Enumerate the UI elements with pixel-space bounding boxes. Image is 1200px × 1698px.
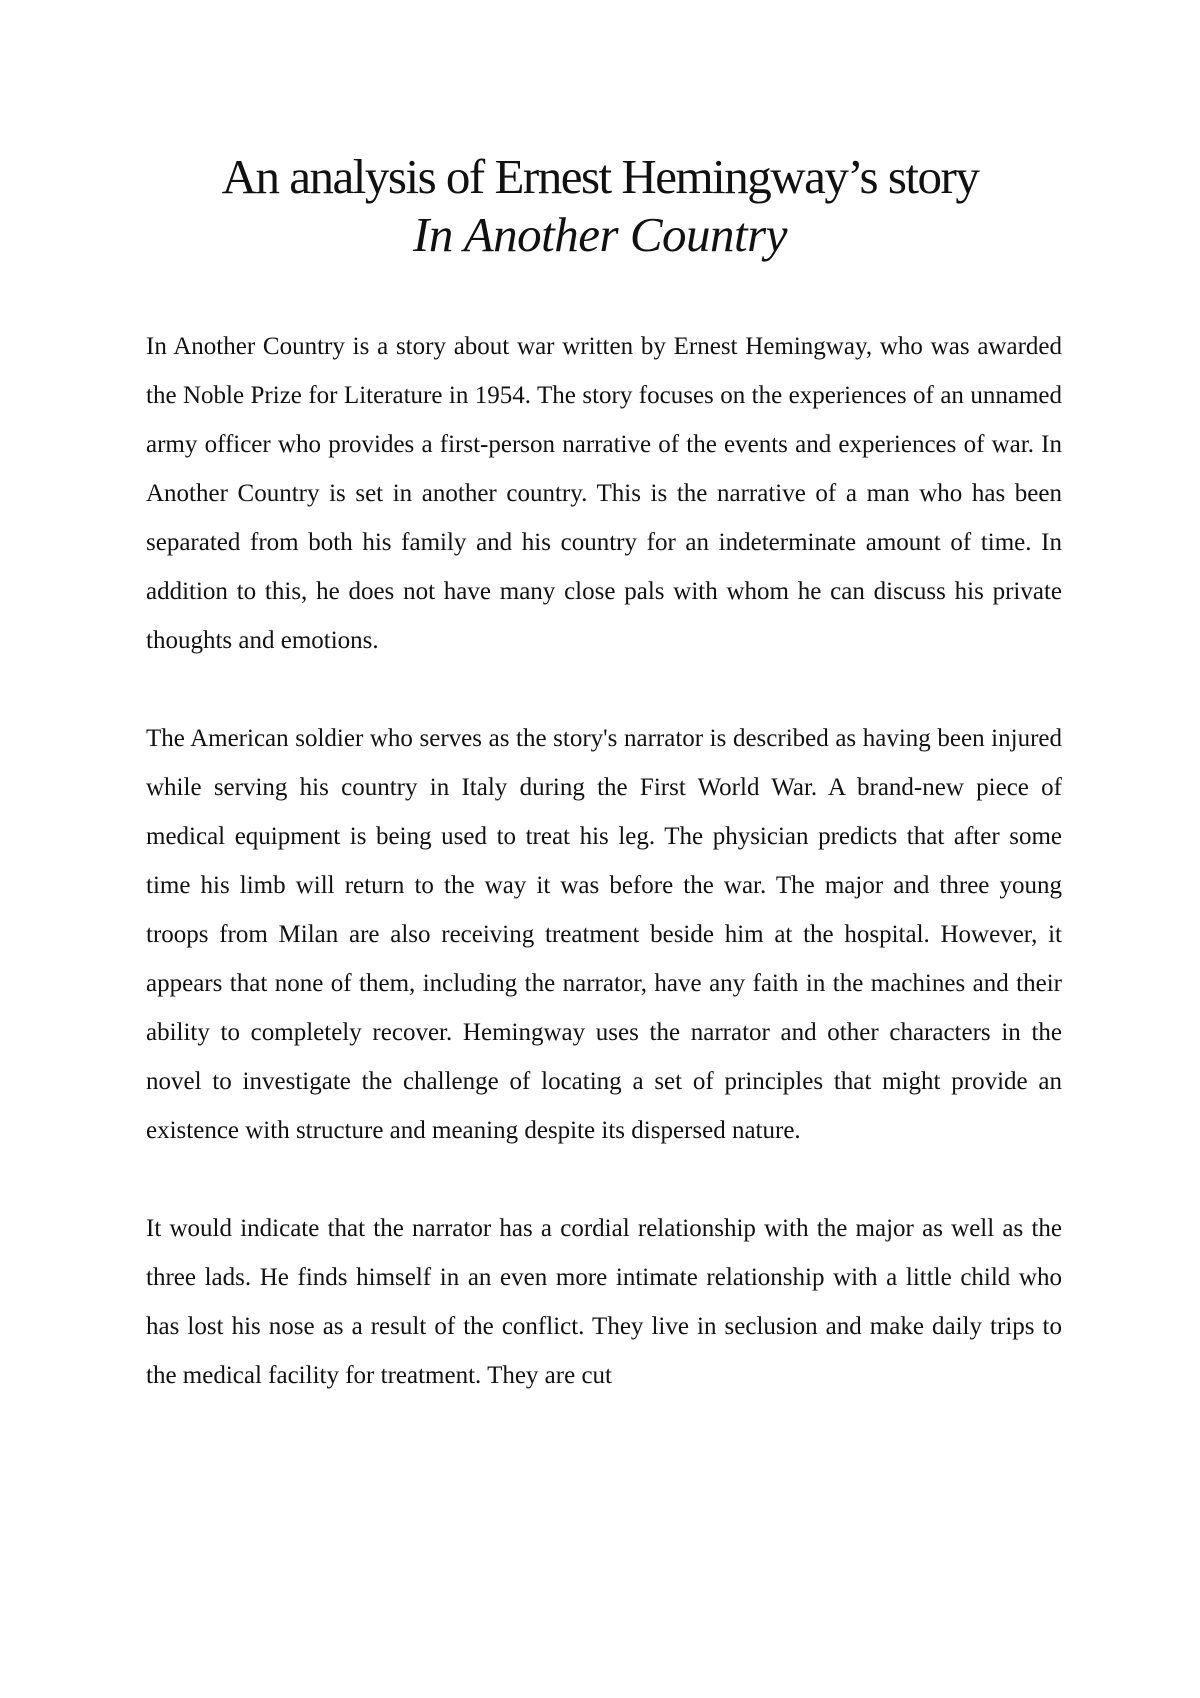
title-line-2: In Another Country	[413, 207, 787, 262]
paragraph-2: The American soldier who serves as the story's narrator is described as having been injured while serving his country in Italy during the First World War. A brand-new piece of medical equipment is being used to treat his leg. The physician predicts that after some time his limb will return to the way it was before the war. The major and three young troops from Milan are also receiving treatment beside him at the hospital. However, it appears that none of them, including the narrator, have any faith in the machines and their ability to completely recover. Hemingway uses the narrator and other characters in the novel to investigate the challenge of locating a set of principles that might provide an existence with structure and meaning despite its dispersed nature.	[146, 725, 1062, 1144]
body-text	[146, 322, 1062, 1449]
title-block	[0, 148, 1200, 264]
paragraph-3: It would indicate that the narrator has a cordial relationship with the major as well as the three lads. He finds himself in an even more intimate relationship with a little child who has lost his nose as a result of the conflict. They live in seclusion and make daily trips to the medical facility for treatment. They are cut	[146, 1215, 1062, 1389]
paragraph-1: In Another Country is a story about war written by Ernest Hemingway, who was awarded the Noble Prize for Literature in 1954. The story focuses on the experiences of an unnamed army officer who provides a first-person narrative of the events and experiences of war. In Another Country is set in another country. This is the narrative of a man who has been separated from both his family and his country for an indeterminate amount of time. In addition to this, he does not have many close pals with whom he can discuss his private thoughts and emotions.	[146, 333, 1062, 654]
title-line-1: An analysis of Ernest Hemingway’s story	[221, 149, 979, 204]
